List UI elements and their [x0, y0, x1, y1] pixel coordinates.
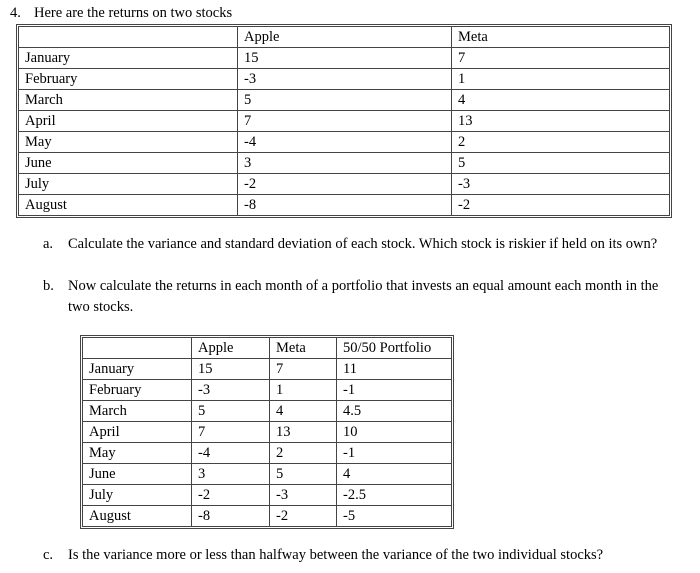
table-row	[19, 90, 670, 111]
table-row	[83, 485, 452, 506]
apple-cell: 3	[238, 153, 452, 174]
apple-cell: 5	[192, 401, 270, 422]
meta-cell: 2	[270, 443, 337, 464]
apple-cell: -4	[238, 132, 452, 153]
table-row	[83, 422, 452, 443]
portfolio-cell: -1	[337, 380, 452, 401]
portfolio-table	[82, 337, 452, 527]
table-header-row	[19, 27, 670, 48]
month-cell: April	[19, 111, 238, 132]
header-cell	[83, 338, 192, 359]
apple-cell: 15	[238, 48, 452, 69]
table-row	[83, 464, 452, 485]
month-cell: August	[83, 506, 192, 527]
month-cell: July	[83, 485, 192, 506]
meta-cell: 13	[270, 422, 337, 443]
question-text: Here are the returns on two stocks	[34, 5, 233, 21]
part-a	[43, 234, 683, 278]
table-row	[19, 111, 670, 132]
meta-cell: -3	[452, 174, 670, 195]
question-heading	[10, 5, 232, 22]
meta-cell: 4	[452, 90, 670, 111]
part-b-letter: b.	[43, 278, 54, 294]
apple-cell: 3	[192, 464, 270, 485]
apple-cell: -8	[238, 195, 452, 216]
meta-cell: 5	[452, 153, 670, 174]
part-b	[43, 276, 683, 320]
table-row	[83, 359, 452, 380]
part-a-letter: a.	[43, 236, 54, 252]
apple-cell: -2	[192, 485, 270, 506]
portfolio-cell: -5	[337, 506, 452, 527]
month-cell: June	[19, 153, 238, 174]
apple-cell: -4	[192, 443, 270, 464]
header-cell-meta: Meta	[270, 338, 337, 359]
portfolio-cell: 10	[337, 422, 452, 443]
apple-cell: 15	[192, 359, 270, 380]
table-header-row	[83, 338, 452, 359]
month-cell: June	[83, 464, 192, 485]
month-cell: July	[19, 174, 238, 195]
portfolio-cell: 4.5	[337, 401, 452, 422]
month-cell: May	[19, 132, 238, 153]
table-row	[19, 174, 670, 195]
apple-cell: -3	[192, 380, 270, 401]
portfolio-cell: -2.5	[337, 485, 452, 506]
table-row	[83, 380, 452, 401]
table-row	[83, 506, 452, 527]
portfolio-cell: -1	[337, 443, 452, 464]
meta-cell: -2	[452, 195, 670, 216]
apple-cell: -8	[192, 506, 270, 527]
meta-cell: 2	[452, 132, 670, 153]
table-row	[83, 443, 452, 464]
portfolio-cell: 4	[337, 464, 452, 485]
portfolio-cell: 11	[337, 359, 452, 380]
month-cell: January	[19, 48, 238, 69]
header-cell-apple: Apple	[192, 338, 270, 359]
table-row	[19, 132, 670, 153]
part-b-text: Now calculate the returns in each month of a portfolio that invests an equal amount each month in the two stocks.	[68, 278, 659, 315]
month-cell: February	[83, 380, 192, 401]
table-row	[19, 195, 670, 216]
meta-cell: 13	[452, 111, 670, 132]
header-cell-portfolio: 50/50 Portfolio	[337, 338, 452, 359]
header-cell-meta: Meta	[452, 27, 670, 48]
month-cell: January	[83, 359, 192, 380]
month-cell: March	[19, 90, 238, 111]
meta-cell: 5	[270, 464, 337, 485]
month-cell: August	[19, 195, 238, 216]
table-row	[19, 69, 670, 90]
meta-cell: 1	[452, 69, 670, 90]
month-cell: May	[83, 443, 192, 464]
apple-cell: -2	[238, 174, 452, 195]
apple-cell: -3	[238, 69, 452, 90]
meta-cell: -3	[270, 485, 337, 506]
part-c-letter: c.	[43, 547, 54, 563]
header-cell	[19, 27, 238, 48]
meta-cell: -2	[270, 506, 337, 527]
table-row	[83, 401, 452, 422]
apple-cell: 7	[192, 422, 270, 443]
part-c	[43, 545, 683, 567]
month-cell: March	[83, 401, 192, 422]
meta-cell: 7	[452, 48, 670, 69]
table-row	[19, 153, 670, 174]
header-cell-apple: Apple	[238, 27, 452, 48]
meta-cell: 1	[270, 380, 337, 401]
part-c-text: Is the variance more or less than halfway between the variance of the two individual stocks?	[68, 547, 604, 563]
meta-cell: 4	[270, 401, 337, 422]
month-cell: February	[19, 69, 238, 90]
meta-cell: 7	[270, 359, 337, 380]
apple-cell: 5	[238, 90, 452, 111]
part-a-text: Calculate the variance and standard deviation of each stock. Which stock is riskier if held on its own?	[68, 236, 658, 252]
returns-table	[18, 26, 670, 216]
apple-cell: 7	[238, 111, 452, 132]
question-number: 4.	[10, 5, 21, 21]
table-row	[19, 48, 670, 69]
month-cell: April	[83, 422, 192, 443]
